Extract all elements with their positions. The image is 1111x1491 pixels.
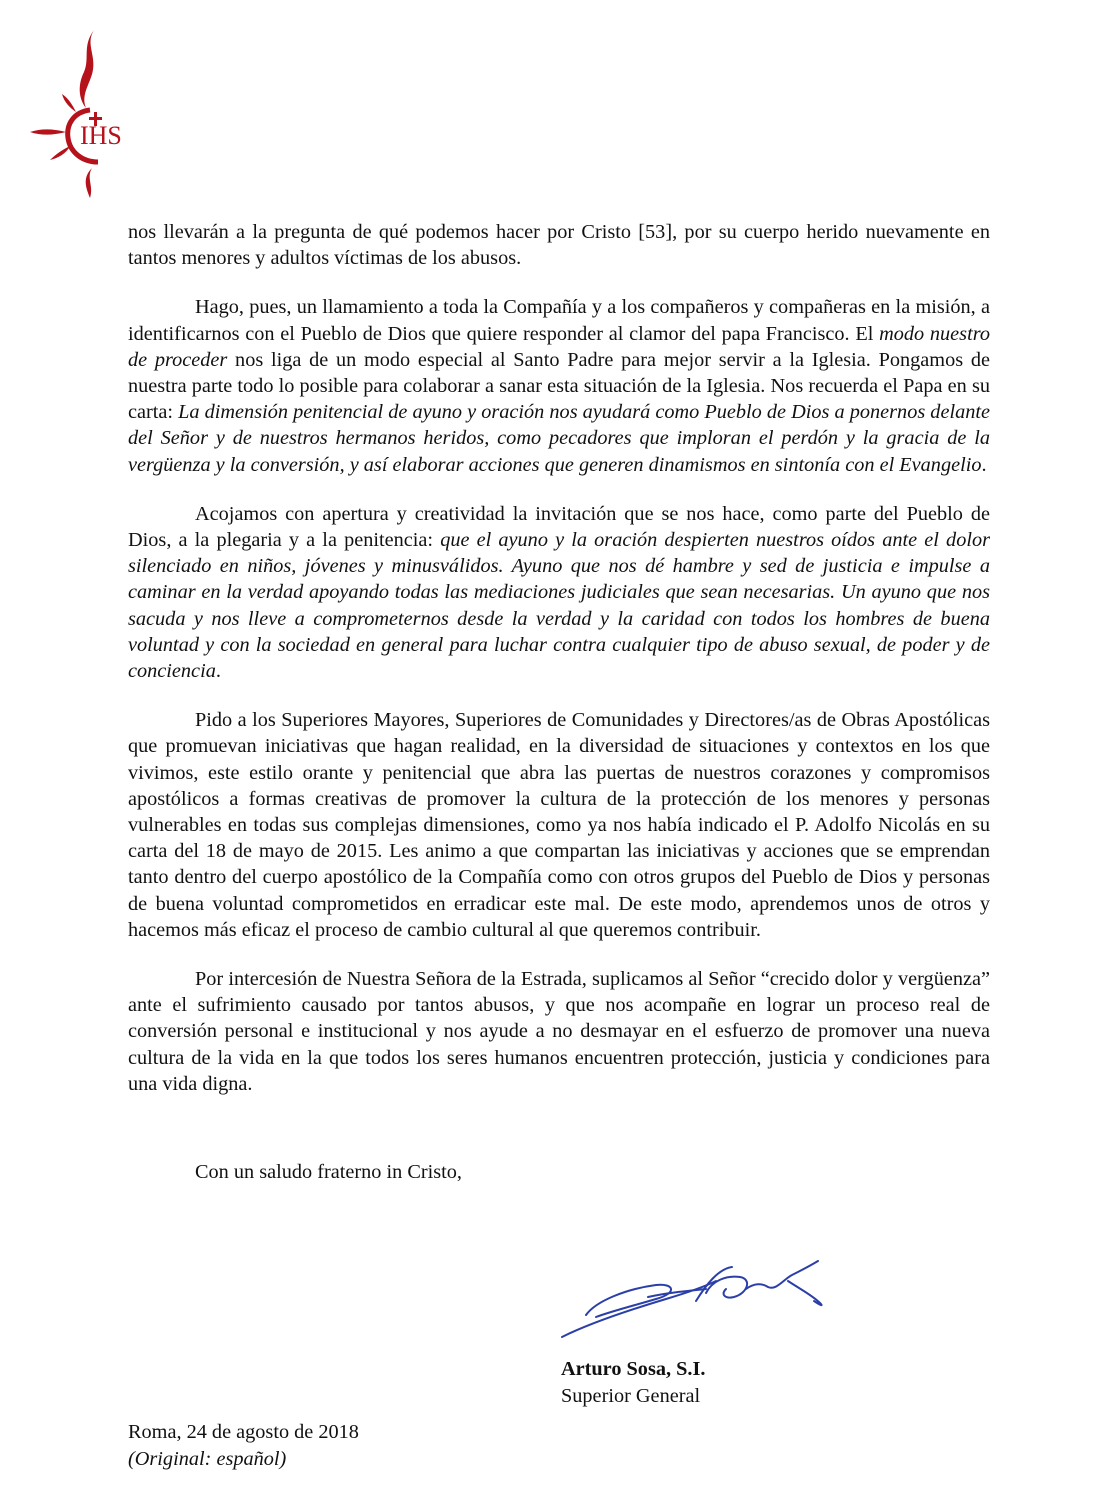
signer-name: Arturo Sosa, S.I. xyxy=(561,1358,706,1380)
letter-body xyxy=(128,219,990,1120)
original-language-note: (Original: español) xyxy=(128,1448,287,1470)
paragraph-1-text: . xyxy=(981,453,987,476)
paragraph-1-italic: modo nuestro de proceder xyxy=(128,322,990,371)
ihs-logo xyxy=(28,28,128,200)
place-date: Roma, 24 de agosto de 2018 xyxy=(128,1421,359,1443)
paragraph-3 xyxy=(128,707,990,943)
paragraph-0-text: nos llevarán a la pregunta de qué podemos hacer por Cristo [53], por su cuerpo herido nuevamente en tantos menores y adultos víctimas de los abusos. xyxy=(128,221,990,270)
paragraph-1-text: Hago, pues, un llamamiento a toda la Compañía y a los compañeros y compañeras en la misión, a identificarnos con el Pueblo de Dios que quiere responder al clamor del papa Francisco. El xyxy=(128,296,990,345)
signer-block xyxy=(561,1356,705,1410)
paragraph-1 xyxy=(128,294,990,477)
paragraph-2-text: Acojamos con apertura y creatividad la invitación que se nos hace, como parte del Pueblo de Dios, a la plegaria y a la penitencia: xyxy=(128,502,990,552)
paragraph-2-quote: que el ayuno y la oración despierten nuestros oídos ante el dolor silenciado en niños, jóvenes y minusválidos. Ayuno que nos dé hambre y sed de justicia e impulse a caminar en la verdad apoyando todas las mediaciones judiciales que sean necesarias. Un ayuno que nos sacuda y nos lleve a comprometernos desde la verdad y la caridad con todos los hombres de buena voluntad y con la sociedad en general para luchar contra cualquier tipo de abuso sexual, de poder y de conciencia xyxy=(128,529,990,683)
paragraph-4-text: Por intercesión de Nuestra Señora de la Estrada, suplicamos al Señor “crecido dolor y vergüenza” ante el sufrimiento causado por tantos abusos, y que nos acompañe en lograr un proceso real de conversión personal e institucional y nos ayude a no desmayar en el esfuerzo de promover una nueva cultura de la vida en la que todos los seres humanos encuentren protección, justicia y condiciones para una vida digna. xyxy=(128,968,990,1095)
paragraph-3-text: Pido a los Superiores Mayores, Superiores de Comunidades y Directores/as de Obras Apostólicas que promuevan iniciativas que hagan realidad, en la diversidad de situaciones y contextos en los que vivimos, este estilo orante y penitencial que abra las puertas de nuestros corazones y compromisos apostólicos a formas creativas de promover la cultura de la protección de los menores y personas vulnerables en todas sus complejas dimensiones, como ya nos había indicado el P. Adolfo Nicolás en su carta del 18 de mayo de 2015. Les animo a que compartan las iniciativas y acciones que se emprendan tanto dentro del cuerpo apostólico de la Compañía como con otros grupos del Pueblo de Dios y personas de buena voluntad comprometidos en erradicar este mal. De este modo, aprendemos unos de otros y hacemos más eficaz el proceso de cambio cultural al que queremos contribuir. xyxy=(128,709,990,941)
signature-icon xyxy=(556,1245,836,1345)
paragraph-0 xyxy=(128,219,990,271)
paragraph-4 xyxy=(128,966,990,1097)
svg-text:IHS: IHS xyxy=(80,121,122,150)
paragraph-2-text: . xyxy=(215,660,221,683)
ihs-logo-icon xyxy=(28,28,128,200)
paragraph-2 xyxy=(128,501,990,684)
paragraph-1-quote: La dimensión penitencial de ayuno y oración nos ayudará como Pueblo de Dios a ponernos delante del Señor y de nuestros hermanos heridos, como pecadores que imploran el perdón y la gracia de la vergüenza y la conversión, y así elaborar acciones que generen dinamismos en sintonía con el Evangelio xyxy=(128,401,991,476)
signer-title: Superior General xyxy=(561,1385,701,1407)
closing-salutation: Con un saludo fraterno in Cristo, xyxy=(195,1161,463,1183)
signature xyxy=(556,1245,836,1345)
place-date-block xyxy=(128,1419,359,1473)
paragraph-1-text: nos liga de un modo especial al Santo Padre para mejor servir a la Iglesia. Pongamos de nuestra parte todo lo posible para colaborar a sanar esta situación de la Iglesia. Nos recuerda el Papa en su carta: xyxy=(128,348,990,424)
